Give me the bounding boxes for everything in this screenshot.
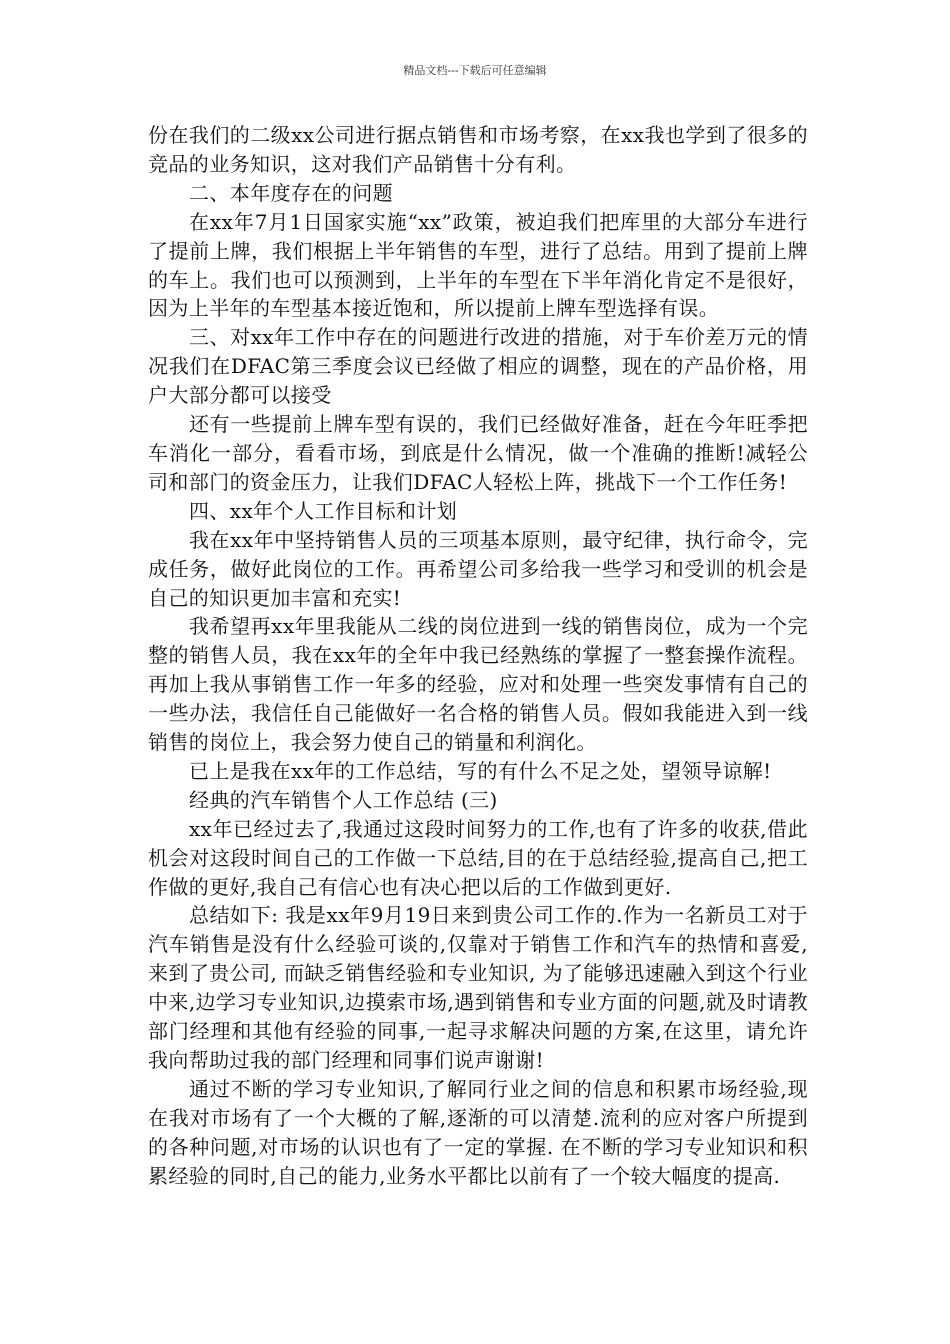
paragraph: 在xx年7月1日国家实施“xx”政策，被迫我们把库里的大部分车进行了提前上牌，我们根据上半年销售的车型，进行了总结。用到了提前上牌的车上。我们也可以预测到，上半年的车型在下半年消化肯定不是很好，因为上半年的车型基本接近饱和，所以提前上牌车型选择有误。	[148, 209, 808, 321]
section-heading-problems: 二、本年度存在的问题	[189, 180, 393, 205]
paragraph: 我希望再xx年里我能从二线的岗位进到一线的销售岗位，成为一个完整的销售人员，我在xx年的全年中我已经熟练的掌握了一整套操作流程。再加上我从事销售工作一年多的经验，应对和处理一些突发事情有自己的一些办法，我信任自己能做好一名合格的销售人员。假如我能进入到一线销售的岗位上，我会努力使自己的销量和利润化。	[148, 614, 808, 755]
article-title: 经典的汽车销售个人工作总结 (三)	[189, 787, 498, 812]
paragraph: 总结如下: 我是xx年9月19日来到贵公司工作的.作为一名新员工对于汽车销售是没有什么经验可谈的,仅靠对于销售工作和汽车的热情和喜爱,来到了贵公司, 而缺乏销售经验和专业知识, 为了能够迅速融入到这个行业中来,边学习专业知识,边摸索市场,遇到销售和专业方面的问题,就及时请教部门经理和其他有经验的同事,一起寻求解决问题的方案,在这里，请允许我向帮助过我的部门经理和同事们说声谢谢!	[148, 903, 808, 1072]
paragraph: 还有一些提前上牌车型有误的，我们已经做好准备，赶在今年旺季把车消化一部分，看看市场，到底是什么情况，做一个准确的推断!减轻公司和部门的资金压力，让我们DFAC人轻松上阵，挑战下一个工作任务!	[148, 412, 808, 494]
paragraph-continuation: 份在我们的二级xx公司进行据点销售和市场考察，在xx我也学到了很多的竞品的业务知识，这对我们产品销售十分有利。	[148, 123, 808, 176]
section-heading-improvements: 三、对xx年工作中存在的问题进行改进的措施，对于车价差万元的情况我们在DFAC第三季度会议已经做了相应的调整，现在的产品价格，用户大部分都可以接受	[148, 325, 808, 408]
paragraph: xx年已经过去了,我通过这段时间努力的工作,也有了许多的收获,借此机会对这段时间自己的工作做一下总结,目的在于总结经验,提高自己,把工作做的更好,我自己有信心也有决心把以后的工作做到更好.	[148, 816, 808, 899]
section-heading-goals: 四、xx年个人工作目标和计划	[189, 498, 458, 523]
document-body	[148, 121, 808, 1191]
paragraph: 通过不断的学习专业知识,了解同行业之间的信息和积累市场经验,现在我对市场有了一个大概的了解,逐渐的可以清楚.流利的应对客户所提到的各种问题,对市场的认识也有了一定的掌握. 在不断的学习专业知识和积累经验的同时,自己的能力,业务水平都比以前有了一个较大幅度的提高.	[148, 1076, 808, 1188]
page-header: 精品文档---下载后可任意编辑	[403, 64, 547, 77]
paragraph: 我在xx年中坚持销售人员的三项基本原则，最守纪律，执行命令，完成任务，做好此岗位的工作。再希望公司多给我一些学习和受训的机会是自己的知识更加丰富和充实!	[148, 527, 808, 610]
paragraph: 已上是我在xx年的工作总结，写的有什么不足之处，望领导谅解!	[189, 758, 772, 783]
